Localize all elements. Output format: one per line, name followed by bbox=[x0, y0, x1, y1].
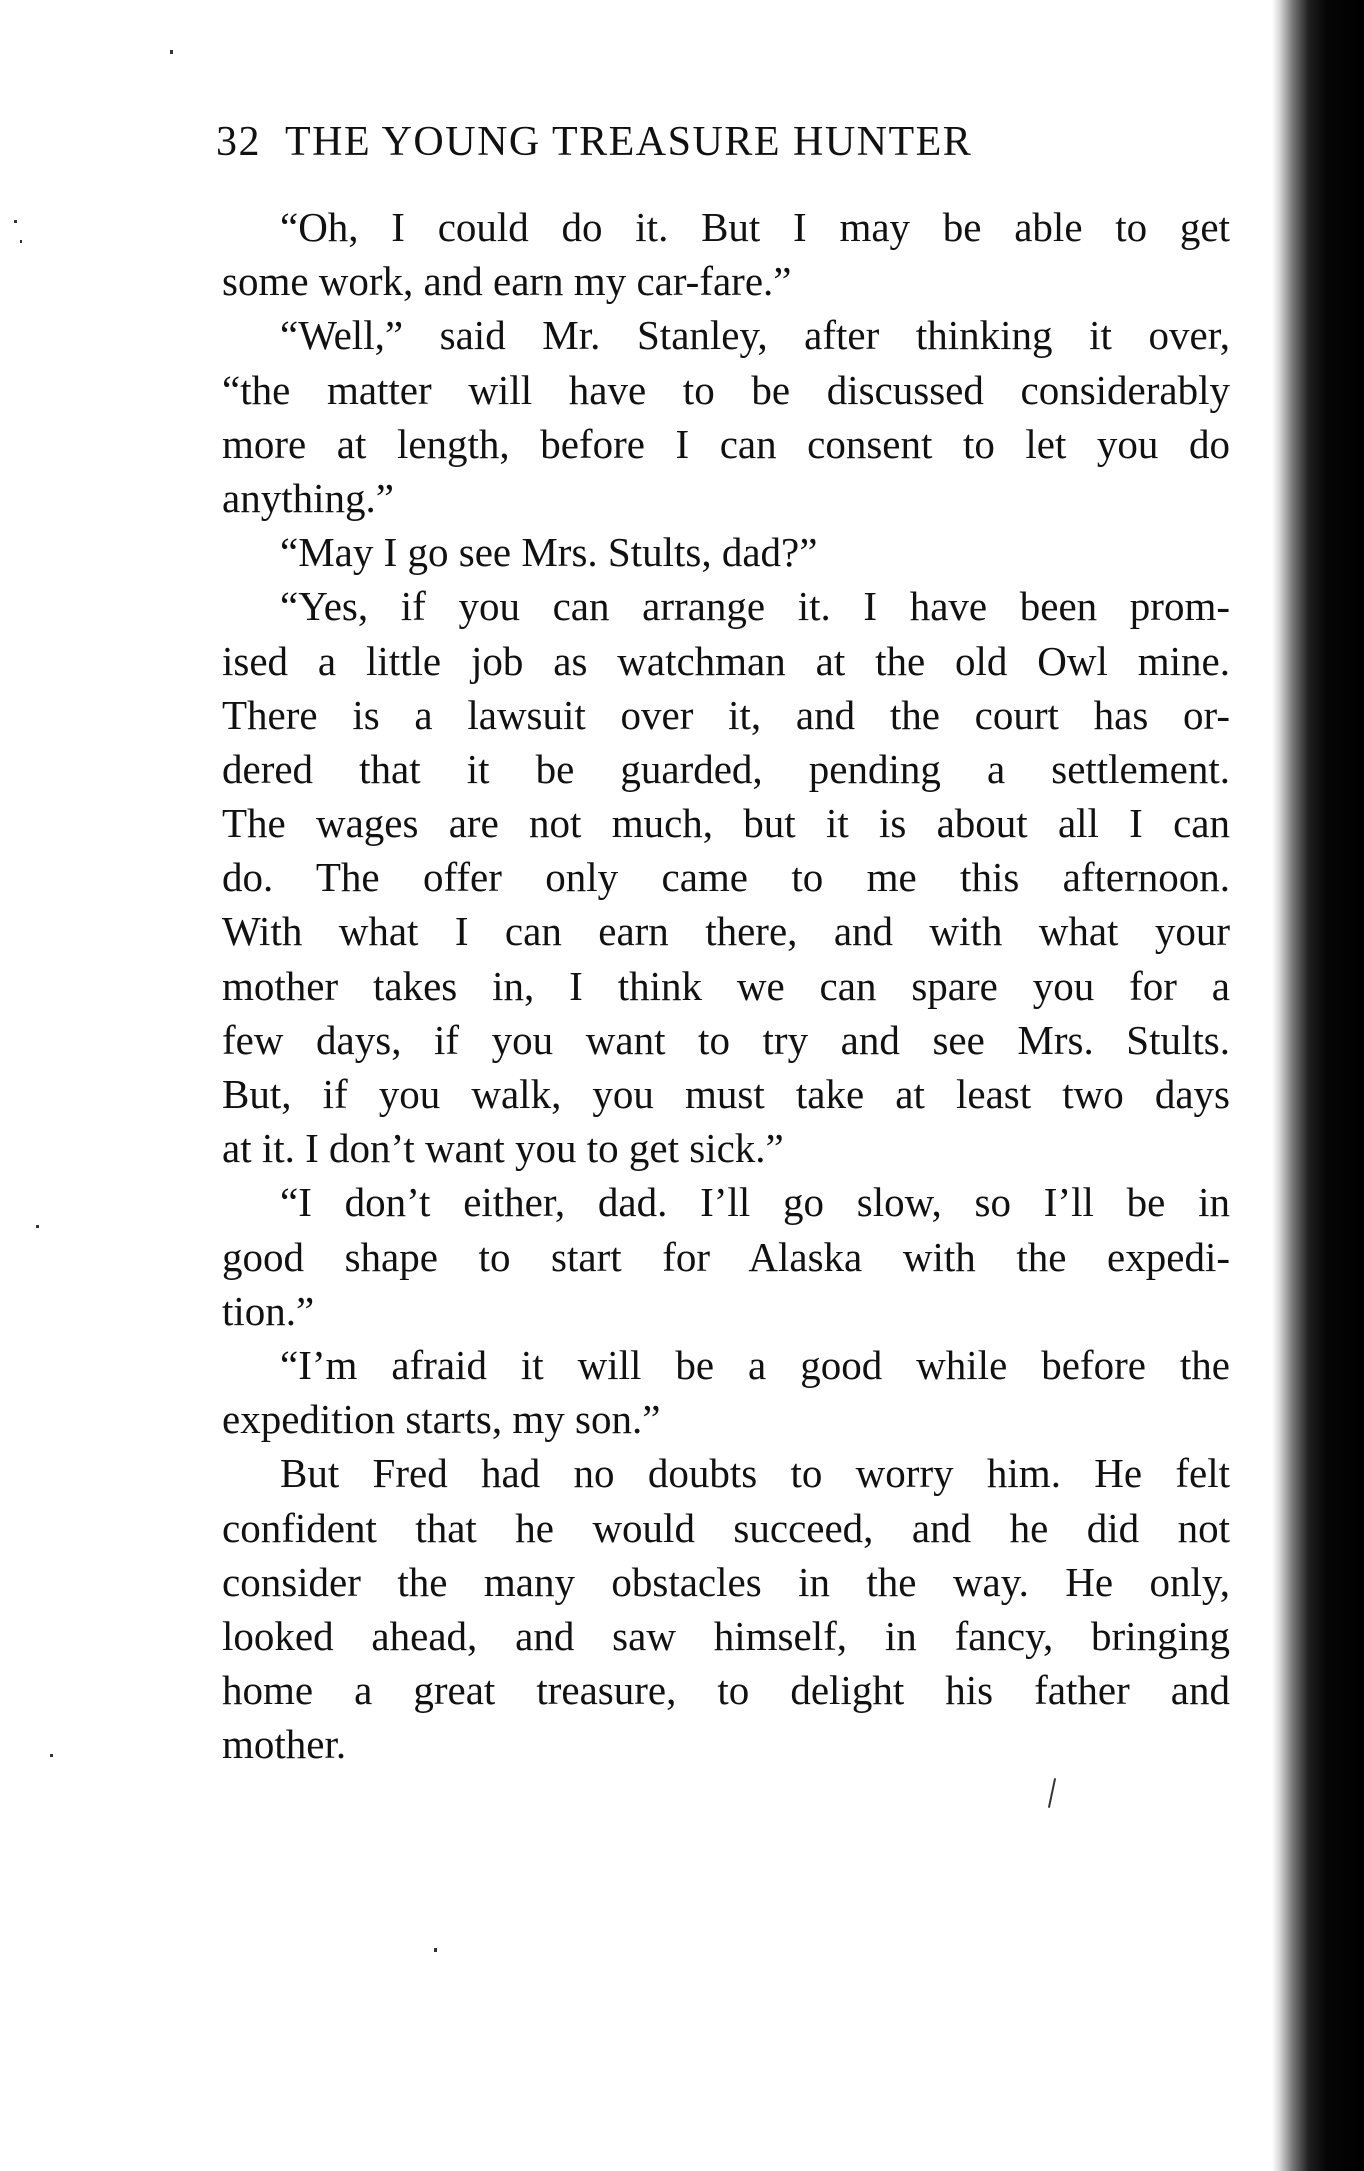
text-line: home a great treasure, to delight his father and bbox=[222, 1667, 1230, 1714]
text-line: mother. bbox=[222, 1721, 347, 1768]
text-line: confident that he would succeed, and he did not bbox=[222, 1504, 1230, 1551]
text-line: “the matter will have to be discussed considerably bbox=[222, 366, 1230, 413]
text-line: anything.” bbox=[222, 474, 394, 521]
running-title: THE YOUNG TREASURE HUNTER bbox=[285, 119, 973, 165]
scan-speck bbox=[1048, 1778, 1056, 1808]
text-line: “Well,” said Mr. Stanley, after thinking it over, bbox=[280, 312, 1230, 359]
text-line: The wages are not much, but it is about all I can bbox=[222, 800, 1230, 847]
text-line: consider the many obstacles in the way. He only, bbox=[222, 1558, 1230, 1605]
text-line: “I don’t either, dad. I’ll go slow, so I’ll be in bbox=[280, 1179, 1230, 1226]
running-header bbox=[216, 118, 1226, 188]
text-line: “I’m afraid it will be a good while before the bbox=[280, 1341, 1230, 1388]
text-line: With what I can earn there, and with what your bbox=[222, 908, 1230, 955]
text-line: But Fred had no doubts to worry him. He felt bbox=[280, 1450, 1230, 1497]
text-line: ised a little job as watchman at the old Owl mine. bbox=[222, 637, 1230, 684]
text-line: few days, if you want to try and see Mrs. Stults. bbox=[222, 1016, 1230, 1063]
scan-speck bbox=[50, 1754, 53, 1757]
page-body bbox=[222, 200, 1230, 1771]
text-line: more at length, before I can consent to let you do bbox=[222, 420, 1230, 467]
text-line: expedition starts, my son.” bbox=[222, 1396, 661, 1443]
scan-speck bbox=[434, 1948, 437, 1952]
text-line: looked ahead, and saw himself, in fancy, bringing bbox=[222, 1612, 1230, 1659]
text-line: There is a lawsuit over it, and the court has or- bbox=[222, 691, 1230, 738]
text-line: at it. I don’t want you to get sick.” bbox=[222, 1125, 784, 1172]
scan-speck bbox=[36, 1225, 39, 1228]
text-line: But, if you walk, you must take at least two days bbox=[222, 1071, 1230, 1117]
scan-speck bbox=[14, 220, 17, 223]
text-line: “May I go see Mrs. Stults, dad?” bbox=[280, 529, 818, 576]
text-line: good shape to start for Alaska with the expedi- bbox=[222, 1233, 1230, 1280]
scan-speck bbox=[170, 50, 173, 54]
page-number: 32 bbox=[216, 119, 261, 165]
text-line: “Oh, I could do it. But I may be able to get bbox=[280, 204, 1230, 250]
scan-speck bbox=[20, 240, 22, 243]
text-line: do. The offer only came to me this afternoon. bbox=[222, 854, 1230, 901]
text-line: dered that it be guarded, pending a settlement. bbox=[222, 745, 1230, 792]
text-line: mother takes in, I think we can spare you for a bbox=[222, 962, 1230, 1009]
text-line: “Yes, if you can arrange it. I have been prom- bbox=[280, 583, 1230, 630]
text-line: tion.” bbox=[222, 1287, 315, 1334]
page-gutter-shadow bbox=[1272, 0, 1364, 2171]
text-line: some work, and earn my car-fare.” bbox=[222, 258, 792, 305]
